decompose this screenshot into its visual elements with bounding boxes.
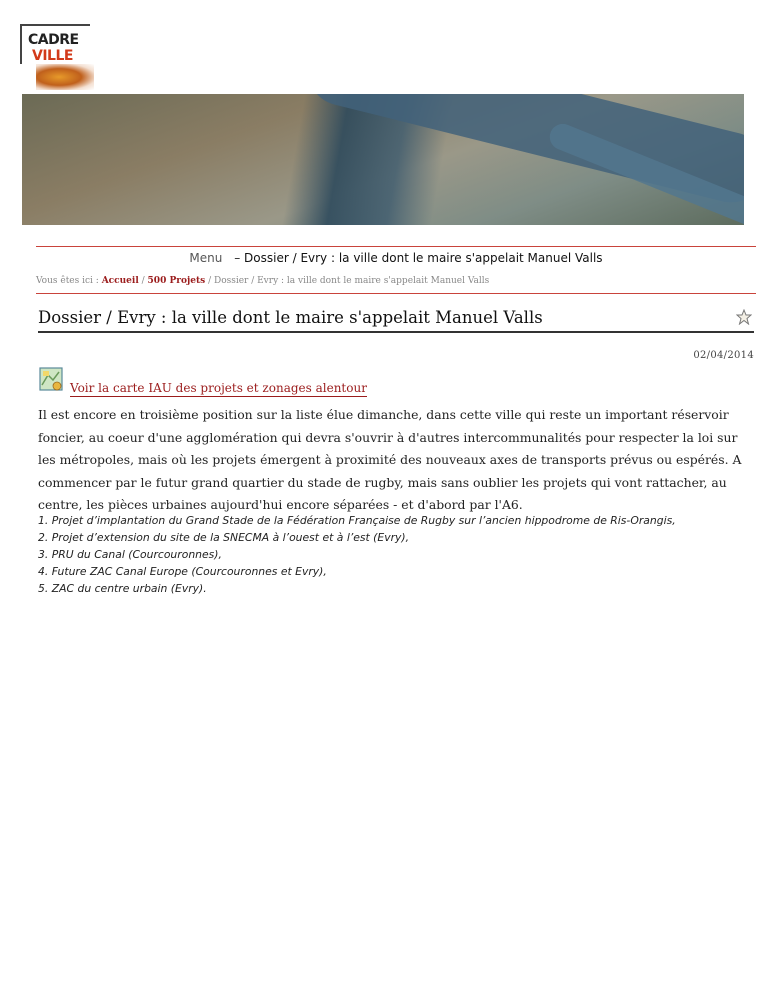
map-icon[interactable] [39, 367, 65, 393]
page-title [38, 306, 754, 333]
breadcrumb-current: Dossier / Evry : la ville dont le maire s'appelait Manuel Valls [213, 276, 490, 286]
star-icon[interactable] [736, 308, 752, 324]
logo-splash [36, 64, 94, 90]
iau-map-link[interactable]: Voir la carte IAU des projets et zonages alentour [70, 381, 367, 395]
article-intro: Il est encore en troisième position sur la liste élue dimanche, dans cette ville qui reste un important réservoir foncier, au coeur d'une agglomération qui devra s'ouvrir à d'autres intercommunalités pour respecter la loi sur les métropoles, mais où les projets émergent à proximité des nouveaux axes de transports prévus ou espérés. A commencer par le futur grand quartier du stade de rugby, mais sans oublier les projets qui vont rattacher, au centre, les pièces urbaines aujourd'hui encore séparées - et d'abord par l'A6. [38, 407, 742, 512]
list-item: 4. Future ZAC Canal Europe (Courcouronnes et Evry), [38, 565, 327, 578]
publication-date: 02/04/2014 [693, 350, 754, 361]
breadcrumb [36, 271, 756, 294]
breadcrumb-home-link[interactable]: Accueil [101, 276, 139, 286]
menu-button[interactable]: Menu [189, 251, 223, 265]
page-title-text: Dossier / Evry : la ville dont le maire s'appelait Manuel Valls [38, 308, 543, 327]
list-item: 1. Projet d’implantation du Grand Stade de la Fédération Française de Rugby sur l’ancien hippodrome de Ris-Orangis, [38, 514, 676, 527]
list-item: 3. PRU du Canal (Courcouronnes), [38, 548, 222, 561]
breadcrumb-section-link[interactable]: 500 Projets [147, 276, 206, 286]
breadcrumb-separator: / [141, 276, 145, 286]
logo-text-ville: VILLE [32, 48, 73, 64]
project-list [38, 512, 758, 597]
logo-text-cadre: CADRE [28, 32, 79, 48]
breadcrumb-separator: / [208, 276, 212, 286]
list-item: 2. Projet d’extension du site de la SNECMA à l’ouest et à l’est (Evry), [38, 531, 410, 544]
nav-separator: – [234, 251, 241, 265]
list-item: 5. ZAC du centre urbain (Evry). [38, 582, 207, 595]
top-navigation [36, 246, 756, 270]
site-logo[interactable] [20, 24, 96, 90]
header-banner-image [22, 94, 744, 225]
nav-current-page: Dossier / Evry : la ville dont le maire s'appelait Manuel Valls [244, 251, 603, 265]
breadcrumb-prefix: Vous êtes ici : [36, 276, 99, 286]
